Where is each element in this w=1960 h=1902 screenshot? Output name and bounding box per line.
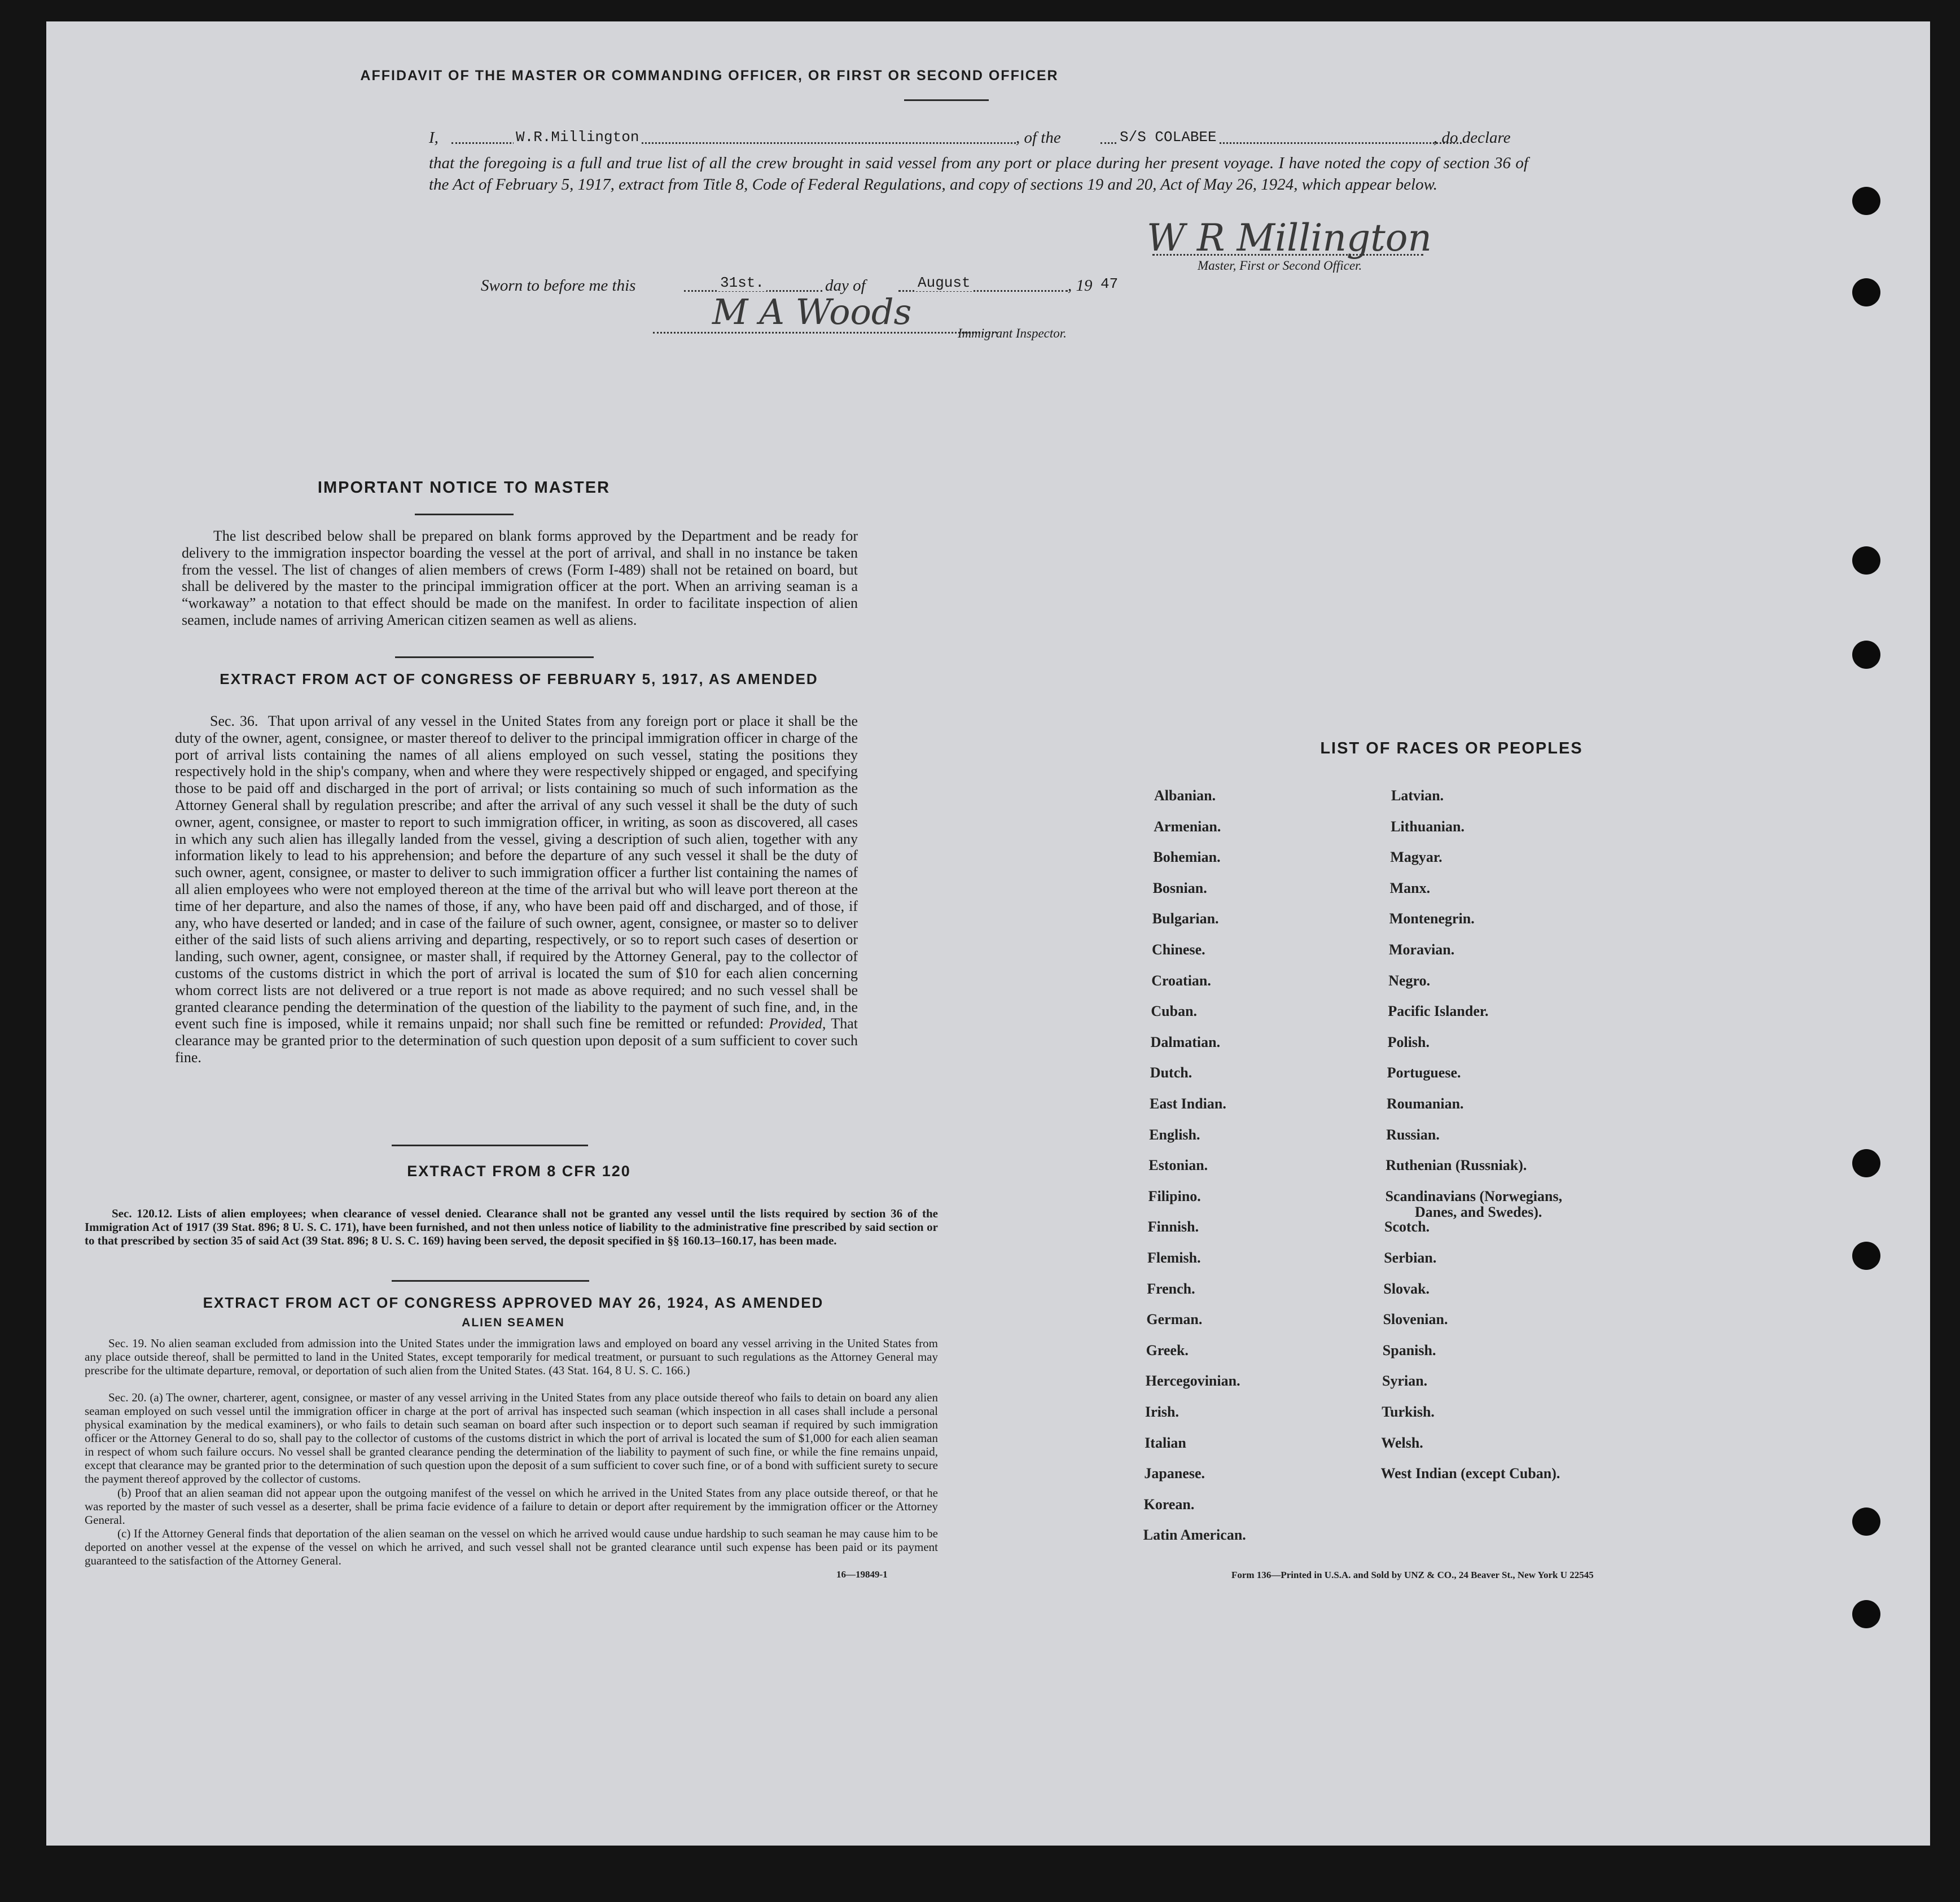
extract-cfr-title: EXTRACT FROM 8 CFR 120 [407,1163,631,1180]
race-item: Bulgarian. [1152,910,1219,927]
races-title: LIST OF RACES OR PEOPLES [1320,739,1583,757]
sec-19-body: No alien seaman excluded from admission into the United States under the immigration laws and employed on board any vessel arriving in the United States from any place outside thereof, shall be permitted to land in the United States, except temporarily for medical treatment, or pursuant to such regulations as the Attorney General may prescribe for the ultimate departure, removal, or deportation of such alien from the United States. (43 Stat. 164, 8 U. S. C. 166.) [85,1336,939,1377]
sworn-prefix: Sworn to before me this [481,277,636,295]
race-item: Dalmatian. [1150,1033,1221,1050]
race-item: Moravian. [1389,941,1455,958]
race-item: German. [1146,1311,1203,1328]
race-item: English. [1149,1126,1200,1143]
notice-rule [415,514,514,515]
vessel-name-field: S/S COLABEE [1117,129,1219,146]
extract-1917-end-rule [392,1145,588,1146]
race-item: Russian. [1386,1126,1440,1143]
sec-36-body-b: That clearance may be granted prior to the determination of such question upon deposit of a sum sufficient to cover such fine. [175,1015,858,1066]
extract-1924-title: EXTRACT FROM ACT OF CONGRESS APPROVED MAY 26, 1924, AS AMENDED [203,1294,824,1311]
line1-prefix: I, [429,129,439,147]
form-footer: Form 136—Printed in U.S.A. and Sold by UNZ & CO., 24 Beaver St., New York U 22545 [1231,1570,1594,1580]
binder-hole [1852,641,1880,669]
month-field: August [915,274,973,291]
line1-of-the: , of the [1016,129,1061,147]
year-field: 47 [1100,275,1119,292]
race-item: French. [1147,1280,1195,1297]
race-item: West Indian (except Cuban). [1380,1465,1560,1482]
race-item: Armenian. [1154,818,1221,835]
race-item: Cuban. [1151,1003,1198,1020]
sec-20a-paragraph [85,1391,938,1485]
sec-120-label: Sec. 120.12. [112,1207,173,1220]
binder-hole [1852,1507,1880,1536]
race-item: Serbian. [1384,1250,1437,1266]
race-item: Bosnian. [1152,879,1207,896]
race-item: Pacific Islander. [1388,1003,1489,1020]
race-item: Chinese. [1152,941,1205,958]
binder-hole [1852,278,1880,306]
race-item: Estonian. [1148,1157,1208,1174]
sec-36-provided: Provided, [769,1015,826,1032]
race-item: Latin American. [1143,1527,1246,1544]
binder-hole [1852,187,1880,215]
notice-body: The list described below shall be prepared on blank forms approved by the Department and be ready for delivery to the immigration inspector boarding the vessel at the port of arrival, and shall in no instance be taken from the vessel. The list of changes of alien members of crews (Form I-489) shall not be retained on board, but shall be delivered by the master to the principal immigration officer at the port. When an arriving seaman is a “workaway” a notation to that effect should be made on the manifest. In order to facilitate inspection of alien seamen, include names of arriving American citizen seamen as well as aliens. [182,528,858,628]
race-item: Japanese. [1144,1465,1205,1482]
race-item: East Indian. [1150,1095,1226,1112]
master-label: Master, First or Second Officer. [1198,258,1362,273]
sec-19-label: Sec. 19. [108,1336,147,1350]
inspector-signature: M A Woods [712,291,912,332]
day-of-label: day of [825,277,866,295]
sec-36-label: Sec. 36. [210,713,258,729]
print-code: 16—19849-1 [836,1569,888,1580]
race-item: Dutch. [1150,1064,1192,1081]
race-item: Italian [1145,1434,1186,1451]
inspector-signature-line [653,332,997,334]
sec-20a-body: (a) The owner, charterer, agent, consignee, or master of any vessel arriving in the United States from any place outside thereof who fails to detain on board any alien seaman employed on such vessel until the immigration officer in charge at the port of arrival has inspected such seaman (which inspection in all cases shall include a personal physical examination by the medical examiners), or who fails to detain such seaman on board after such inspection or to deport such seaman if required by such immigration officer or the Attorney General to do so, shall pay to the collector of customs of the customs district in which the port of arrival is located the sum of $1,000 for each alien seaman in respect of whom such failure occurs. No vessel shall be granted clearance pending the determination of the liability to payment of such fine, or while the fine remains unpaid, except that clearance may be granted prior to the determination of such question upon the deposit of a sum sufficient to cover such fine, or of a bond with sufficient surety to secure the payment thereof approved by the collector of customs. [85,1391,939,1485]
race-item: Turkish. [1382,1404,1435,1420]
document-page [46,21,1930,1846]
extract-1924-subtitle: ALIEN SEAMEN [462,1316,565,1329]
race-item: Greek. [1146,1342,1189,1358]
master-signature-line [1152,254,1423,256]
notice-end-rule [395,656,594,658]
binder-hole [1852,1149,1880,1177]
race-item: Latvian. [1391,787,1444,804]
extract-1917-title: EXTRACT FROM ACT OF CONGRESS OF FEBRUARY 5, 1917, AS AMENDED [220,670,818,687]
race-item: Scandinavians (Norwegians, [1385,1187,1563,1204]
sec-20c-paragraph: (c) If the Attorney General finds that deportation of the alien seaman on the vessel on which he arrived would cause undue hardship to such seaman he may cause him to be deported on another vessel at the expense of the vessel on which he arrived, and such vessel shall not be granted clearance until such expense has been paid or its payment guaranteed to the satisfaction of the Attorney General. [85,1527,938,1567]
race-item: Flemish. [1147,1250,1201,1266]
race-item: Welsh. [1381,1434,1423,1451]
race-item: Irish. [1145,1404,1179,1420]
race-item: Portuguese. [1387,1064,1461,1081]
inspector-label: Immigrant Inspector. [958,326,1067,340]
sec-20b-paragraph: (b) Proof that an alien seaman did not appear upon the outgoing manifest of the vessel on which he arrived in the United States from any place outside thereof, or that he was reported by the master of such vessel as a deserter, shall be prima facie evidence of a failure to detain or deport after requirement by the immigration officer or the Attorney General. [85,1486,938,1527]
affidavit-body: that the foregoing is a full and true list of all the crew brought in said vessel from any port or place during her present voyage. I have noted the copy of section 36 of the Act of February 5, 1917, extract from Title 8, Code of Federal Regulations, and copy of sections 19 and 20, Act of May 26, 1924, which appear below. [429,154,1528,194]
race-item: Magyar. [1390,849,1442,866]
sec-20-label: Sec. 20. [108,1391,147,1404]
title-rule [904,99,989,101]
notice-title: IMPORTANT NOTICE TO MASTER [317,479,611,497]
year-prefix: , 19 [1068,277,1093,295]
race-item: Montenegrin. [1389,910,1475,927]
binder-hole [1852,1600,1880,1628]
race-item: Korean. [1143,1496,1195,1513]
binder-hole [1852,1242,1880,1270]
affidavit-line1 [429,129,1529,151]
race-item: Slovak. [1383,1280,1430,1297]
day-field: 31st. [718,274,766,291]
race-item: Danes, and Swedes). [1415,1203,1542,1220]
sec-120-body: Lists of alien employees; when clearance of vessel denied. Clearance shall not be granted any vessel until the lists required by section 36 of the Immigration Act of 1917 (39 Stat. 896; 8 U. S. C. 171), have been furnished, and not then unless notice of liability to the administrative fine prescribed by said section or to that prescribed by section 35 of said Act (39 Stat. 896; 8 U. S. C. 169) having been served, the deposit specified in §§ 160.13–160.17, has been made. [85,1207,938,1247]
extract-cfr-end-rule [392,1280,589,1282]
race-item: Negro. [1388,972,1431,989]
race-item: Slovenian. [1383,1311,1448,1328]
extract-cfr-body [85,1207,938,1247]
race-item: Spanish. [1382,1342,1436,1358]
race-item: Scotch. [1384,1219,1430,1235]
race-item: Manx. [1389,879,1431,896]
race-item: Syrian. [1382,1373,1428,1390]
race-item: Roumanian. [1387,1095,1464,1112]
master-name-field: W.R.Millington [514,129,641,146]
race-item: Lithuanian. [1391,818,1464,835]
race-item: Filipino. [1148,1187,1201,1204]
sec-19-paragraph [85,1336,938,1377]
race-item: Croatian. [1151,972,1211,989]
race-item: Polish. [1387,1033,1430,1050]
extract-1917-body [175,713,858,1066]
race-item: Finnish. [1147,1219,1199,1235]
race-item: Ruthenian (Russniak). [1385,1157,1527,1174]
race-item: Bohemian. [1153,849,1221,866]
race-item: Albanian. [1154,787,1216,804]
sec-36-body: That upon arrival of any vessel in the United States from any foreign port or place it shall be the duty of the owner, agent, consignee, or master thereof to deliver to the principal immigration officer in charge of the port of arrival lists containing the names of all aliens employed on such vessel, stating the positions they respectively hold in the ship's company, when and where they were respectively shipped or engaged, and specifying those to be paid off and discharged in the port of arrival; or lists containing so much of such information as the Attorney General shall by regulation prescribe; and after the arrival of any such vessel it shall be the duty of such owner, agent, consignee, or master to report to such immigration officer, in writing, as soon as discovered, all cases in which any such alien has illegally landed from the vessel, giving a description of such alien, together with any information likely to lead to his apprehension; and before the departure of any such vessel it shall be the duty of such owner, agent, consignee, or master to deliver to such immigration officer a further list containing the names of all alien employees who were not employed thereon at the time of the arrival but who will leave port thereon at the time of her departure, and also the names of those, if any, who have been paid off and discharged, and of those, if any, who have deserted or landed; and in case of the failure of such owner, agent, consignee, or master so to deliver either of the said lists of such aliens arriving and departing, respectively, or so to report such cases of desertion or landing, such owner, agent, consignee, or master shall, if required by the Attorney General, pay to the collector of customs of the customs district in which the port of arrival is located the sum of $10 for each alien concerning whom correct lists are not delivered or a true report is not made as above required; and no such vessel shall be granted clearance pending the determination of the question of the liability to the payment of such fine, and, in the event such fine is imposed, while it remains unpaid; nor shall such fine be remitted or refunded: [175,713,858,1032]
race-item: Hercegovinian. [1145,1373,1240,1390]
affidavit-title: AFFIDAVIT OF THE MASTER OR COMMANDING OFFICER, OR FIRST OR SECOND OFFICER [360,68,1059,84]
binder-hole [1852,546,1880,575]
line1-do-declare: , do declare [1433,129,1511,147]
master-signature: W R Millington [1147,216,1432,260]
